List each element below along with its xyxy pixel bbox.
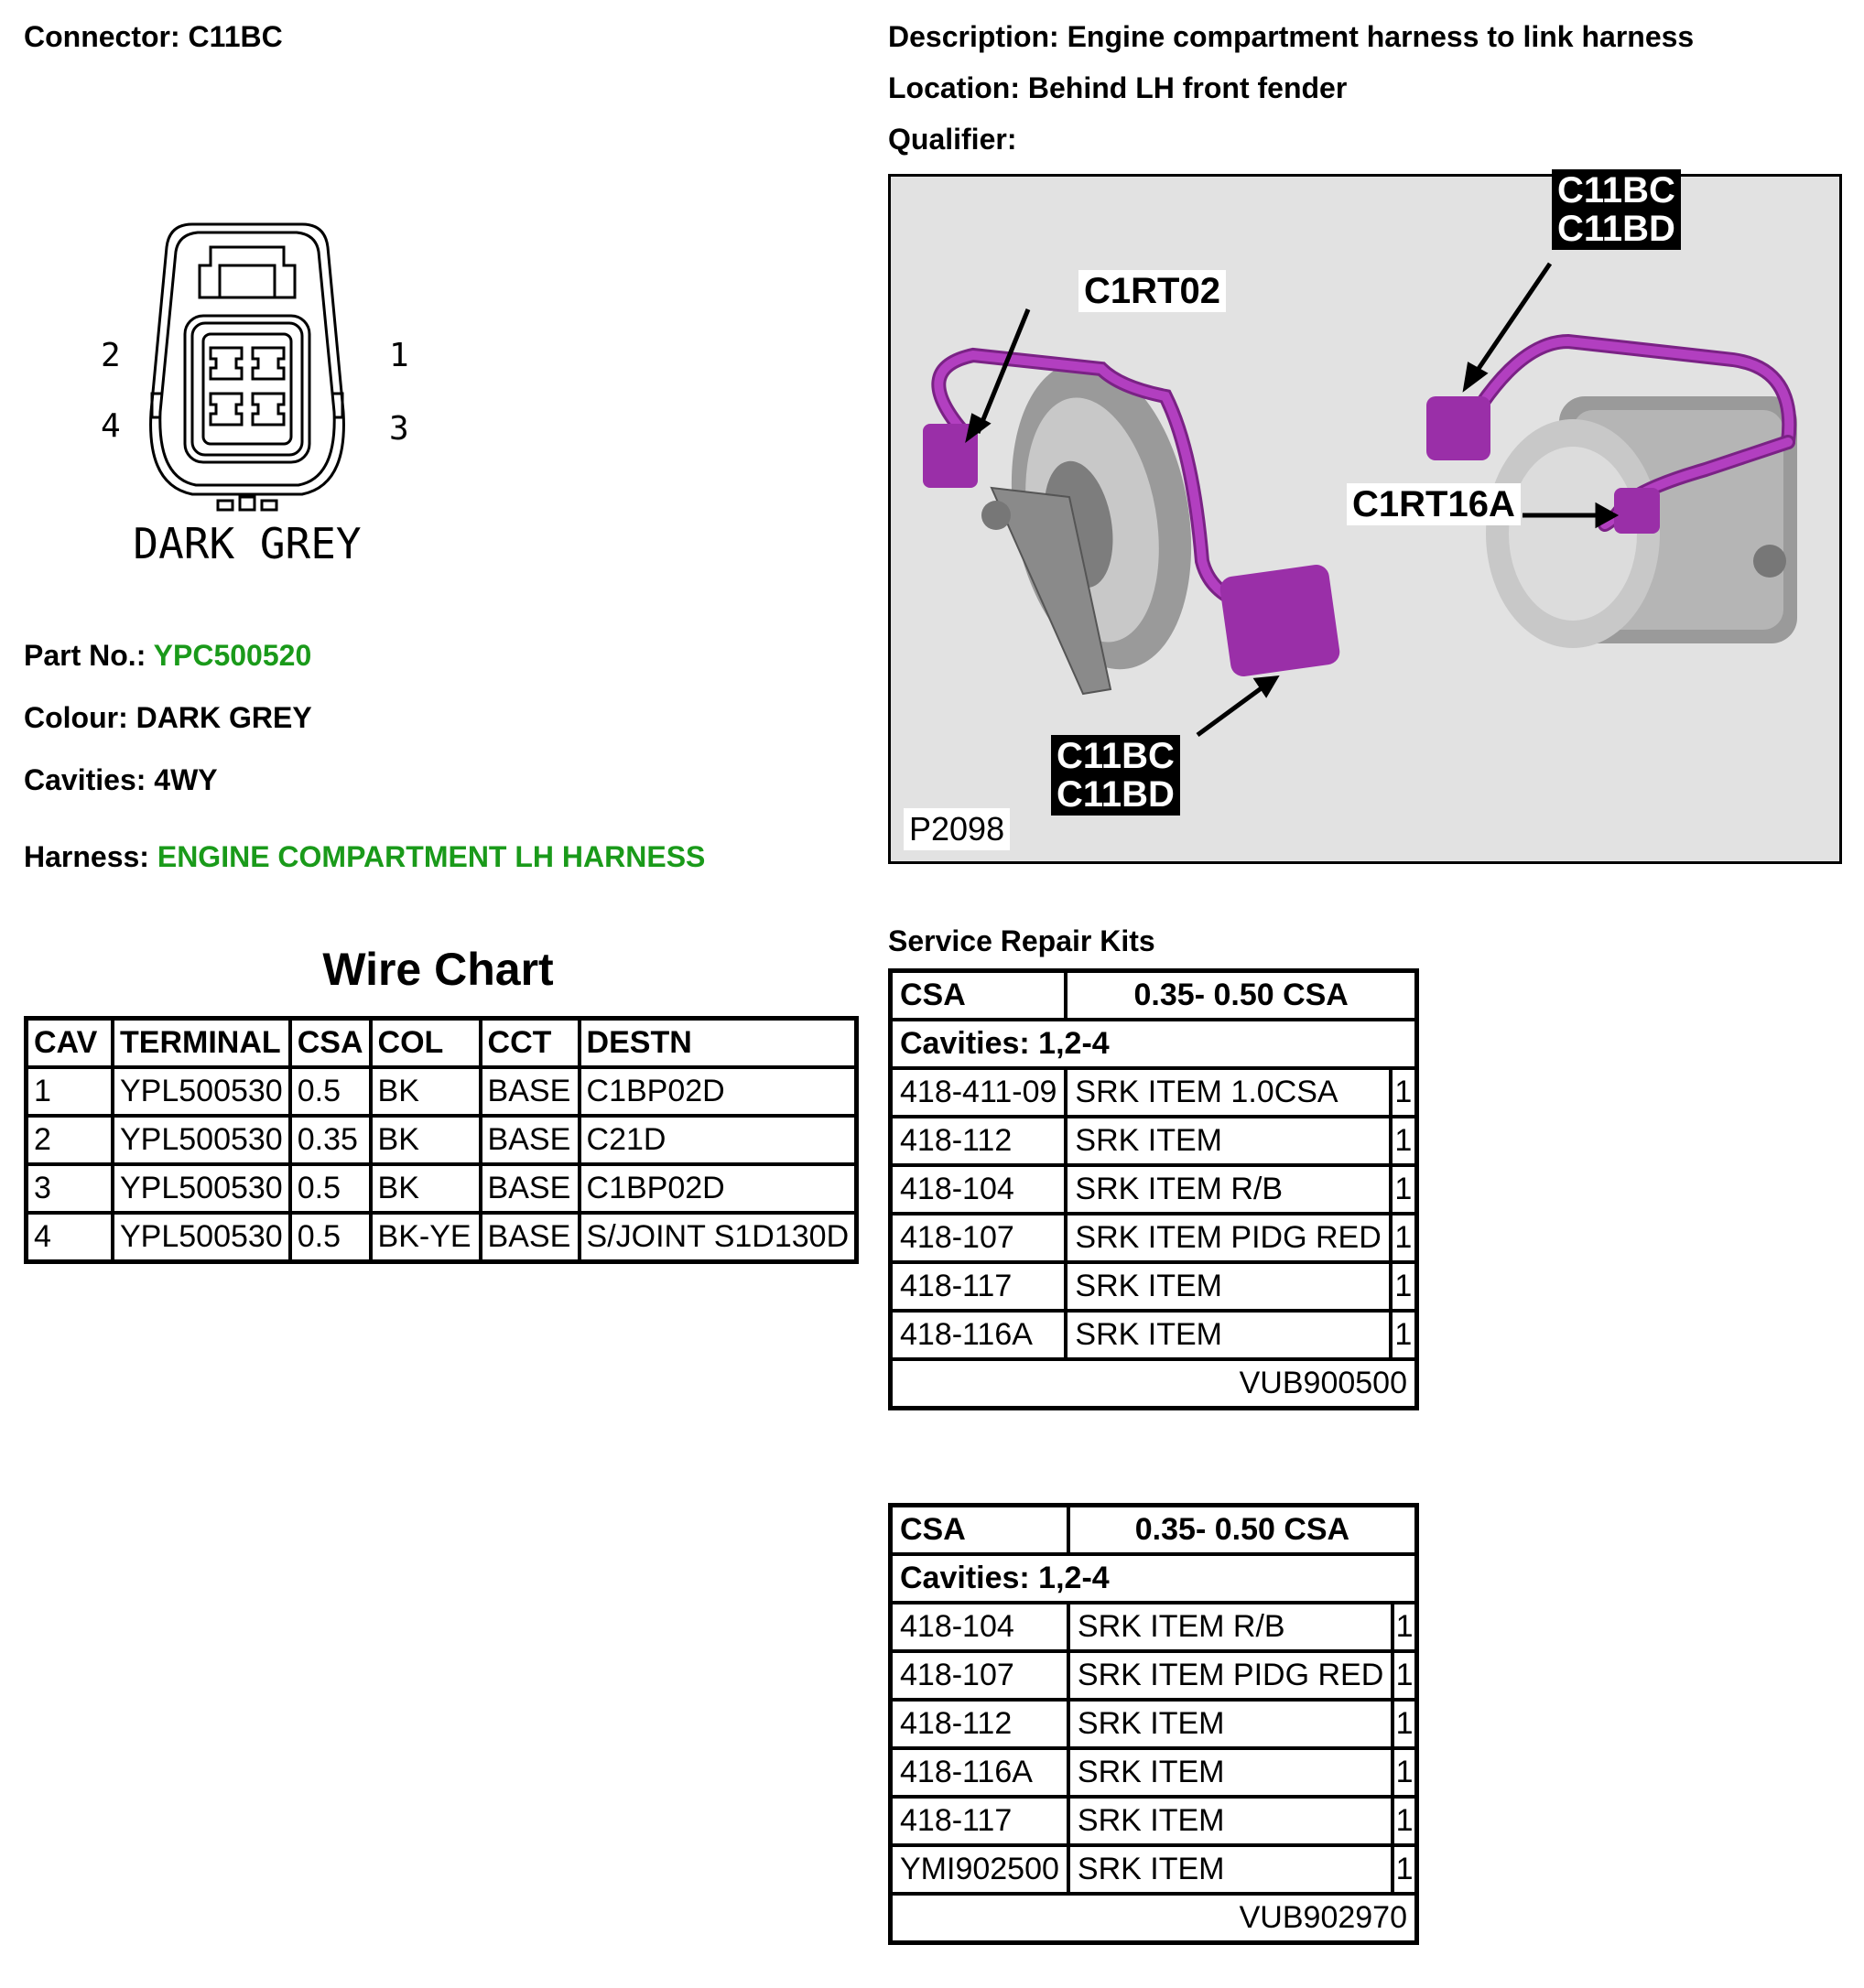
harness-link[interactable]: ENGINE COMPARTMENT LH HARNESS — [157, 840, 706, 873]
table-cell: YPL500530 — [113, 1116, 290, 1164]
col-header: DESTN — [580, 1019, 857, 1068]
kit-item-desc: SRK ITEM — [1068, 1797, 1393, 1845]
kit-item-desc: SRK ITEM — [1068, 1845, 1393, 1894]
colour-label: Colour: — [24, 701, 128, 734]
callout-text: C11BC — [1557, 170, 1675, 211]
pin-label-2: 2 — [101, 337, 121, 374]
pin-label-1: 1 — [389, 337, 409, 374]
kit-item-qty: 1 — [1393, 1748, 1416, 1797]
callout-c11bc-c11bd-bottom — [1051, 735, 1180, 816]
table-cell: BK-YE — [371, 1213, 481, 1262]
location-line — [888, 71, 1347, 105]
connector-colour-text: DARK GREY — [133, 519, 362, 568]
callout-c1rt02: C1RT02 — [1078, 270, 1226, 312]
table-cell: C1BP02D — [580, 1067, 857, 1116]
kit-cavities-row — [891, 1020, 1417, 1068]
table-cell: 2 — [27, 1116, 114, 1164]
kit-cavities: Cavities: 1,2-4 — [891, 1020, 1417, 1068]
table-cell: YPL500530 — [113, 1213, 290, 1262]
kit-item-qty: 1 — [1391, 1214, 1417, 1262]
col-header: COL — [371, 1019, 481, 1068]
callout-c1rt16a: C1RT16A — [1347, 483, 1521, 525]
part-number-line — [24, 639, 311, 673]
cavities-line — [24, 763, 218, 797]
repair-kit-table-2 — [888, 1503, 1419, 1945]
table-row — [27, 1067, 857, 1116]
table-cell: BK — [371, 1164, 481, 1213]
part-number-link[interactable]: YPC500520 — [153, 639, 312, 672]
kit-csa-row — [891, 971, 1417, 1021]
qualifier-line — [888, 123, 1016, 157]
kit-item-row — [891, 1068, 1417, 1117]
callout-text: C11BD — [1057, 774, 1175, 815]
kit-item-row — [891, 1311, 1417, 1359]
table-cell: BASE — [481, 1213, 580, 1262]
part-label: Part No.: — [24, 639, 146, 672]
kit-csa-label: CSA — [891, 971, 1067, 1021]
table-cell: C1BP02D — [580, 1164, 857, 1213]
kit-item-code: YMI902500 — [891, 1845, 1068, 1894]
kit-item-code: 418-117 — [891, 1797, 1068, 1845]
table-cell: S/JOINT S1D130D — [580, 1213, 857, 1262]
wire-chart-header-row — [27, 1019, 857, 1068]
col-header: TERMINAL — [113, 1019, 290, 1068]
kit-item-desc: SRK ITEM PIDG RED — [1068, 1651, 1393, 1700]
harness-label: Harness: — [24, 840, 149, 873]
table-row — [27, 1164, 857, 1213]
kit-item-row — [891, 1651, 1417, 1700]
pin-label-4: 4 — [101, 407, 121, 445]
table-cell: 0.35 — [290, 1116, 371, 1164]
service-repair-kits-title: Service Repair Kits — [888, 924, 1155, 957]
kit-cavities-row — [891, 1554, 1417, 1603]
kit-item-code: 418-107 — [891, 1214, 1067, 1262]
col-header: CCT — [481, 1019, 580, 1068]
connector-value: C11BC — [188, 20, 283, 53]
kit-item-code: 418-104 — [891, 1603, 1068, 1651]
table-cell: 0.5 — [290, 1213, 371, 1262]
kit-item-row — [891, 1165, 1417, 1214]
horn-shape — [981, 347, 1214, 694]
kit-item-qty: 1 — [1393, 1797, 1416, 1845]
cavities-value: 4WY — [154, 763, 218, 796]
kit-item-code: 418-411-09 — [891, 1068, 1067, 1117]
kit-number: VUB900500 — [891, 1359, 1417, 1409]
location-illustration — [888, 170, 1842, 864]
kit-item-desc: SRK ITEM — [1066, 1117, 1390, 1165]
callout-c11bc-c11bd-top — [1552, 169, 1681, 250]
kit-item-desc: SRK ITEM 1.0CSA — [1066, 1068, 1390, 1117]
repair-kit-table-1 — [888, 968, 1419, 1410]
table-cell: 0.5 — [290, 1164, 371, 1213]
kit-item-row — [891, 1603, 1417, 1651]
description-value: Engine compartment harness to link harness — [1067, 20, 1695, 53]
connector-label: Connector: — [24, 20, 180, 53]
location-label: Location: — [888, 71, 1020, 104]
table-cell: C21D — [580, 1116, 857, 1164]
kit-item-qty: 1 — [1391, 1068, 1417, 1117]
kit-item-desc: SRK ITEM R/B — [1068, 1603, 1393, 1651]
table-cell: 1 — [27, 1067, 114, 1116]
kit-item-code: 418-117 — [891, 1262, 1067, 1311]
qualifier-label: Qualifier: — [888, 123, 1017, 156]
table-cell: 4 — [27, 1213, 114, 1262]
table-cell: 3 — [27, 1164, 114, 1213]
kit-item-desc: SRK ITEM R/B — [1066, 1165, 1390, 1214]
callout-text: C11BD — [1557, 209, 1675, 249]
connector-face-diagram — [82, 211, 430, 577]
pin-label-3: 3 — [389, 410, 409, 448]
table-cell: BK — [371, 1067, 481, 1116]
table-row — [27, 1213, 857, 1262]
kit-item-code: 418-104 — [891, 1165, 1067, 1214]
callout-text: C11BC — [1057, 736, 1175, 776]
kit-item-row — [891, 1262, 1417, 1311]
kit-item-code: 418-116A — [891, 1748, 1068, 1797]
connector-heading — [24, 20, 283, 54]
kit-item-row — [891, 1748, 1417, 1797]
kit-item-qty: 1 — [1391, 1262, 1417, 1311]
kit-item-qty: 1 — [1393, 1700, 1416, 1748]
description-line — [888, 20, 1694, 54]
col-header: CSA — [290, 1019, 371, 1068]
kit-cavities: Cavities: 1,2-4 — [891, 1554, 1417, 1603]
kit-csa-value: 0.35- 0.50 CSA — [1066, 971, 1416, 1021]
kit-item-qty: 1 — [1393, 1845, 1416, 1894]
kit-item-desc: SRK ITEM — [1066, 1311, 1390, 1359]
kit-item-qty: 1 — [1391, 1117, 1417, 1165]
table-cell: BASE — [481, 1164, 580, 1213]
kit-number-row — [891, 1894, 1417, 1943]
kit-number-row — [891, 1359, 1417, 1409]
table-cell: BASE — [481, 1067, 580, 1116]
kit-item-desc: SRK ITEM — [1066, 1262, 1390, 1311]
colour-value: DARK GREY — [135, 701, 312, 734]
table-cell: BASE — [481, 1116, 580, 1164]
kit-item-row — [891, 1700, 1417, 1748]
kit-item-desc: SRK ITEM PIDG RED — [1066, 1214, 1390, 1262]
kit-item-row — [891, 1117, 1417, 1165]
illustration-code: P2098 — [904, 808, 1010, 850]
wire-chart-table — [24, 1016, 859, 1264]
kit-number: VUB902970 — [891, 1894, 1417, 1943]
kit-item-row — [891, 1214, 1417, 1262]
kit-item-code: 418-107 — [891, 1651, 1068, 1700]
kit-csa-label: CSA — [891, 1506, 1068, 1555]
kit-item-code: 418-112 — [891, 1117, 1067, 1165]
table-cell: YPL500530 — [113, 1067, 290, 1116]
kit-item-qty: 1 — [1393, 1651, 1416, 1700]
location-value: Behind LH front fender — [1027, 71, 1348, 104]
kit-item-row — [891, 1845, 1417, 1894]
kit-item-qty: 1 — [1393, 1603, 1416, 1651]
harness-line — [24, 840, 705, 874]
kit-item-qty: 1 — [1391, 1165, 1417, 1214]
kit-item-desc: SRK ITEM — [1068, 1748, 1393, 1797]
table-row — [27, 1116, 857, 1164]
table-cell: 0.5 — [290, 1067, 371, 1116]
description-label: Description: — [888, 20, 1059, 53]
cavities-label: Cavities: — [24, 763, 146, 796]
kit-csa-row — [891, 1506, 1417, 1555]
kit-item-row — [891, 1797, 1417, 1845]
table-cell: BK — [371, 1116, 481, 1164]
kit-item-qty: 1 — [1391, 1311, 1417, 1359]
kit-csa-value: 0.35- 0.50 CSA — [1068, 1506, 1417, 1555]
kit-item-code: 418-112 — [891, 1700, 1068, 1748]
wire-chart-title: Wire Chart — [322, 944, 554, 995]
table-cell: YPL500530 — [113, 1164, 290, 1213]
colour-line — [24, 701, 312, 735]
col-header: CAV — [27, 1019, 114, 1068]
kit-item-code: 418-116A — [891, 1311, 1067, 1359]
kit-item-desc: SRK ITEM — [1068, 1700, 1393, 1748]
